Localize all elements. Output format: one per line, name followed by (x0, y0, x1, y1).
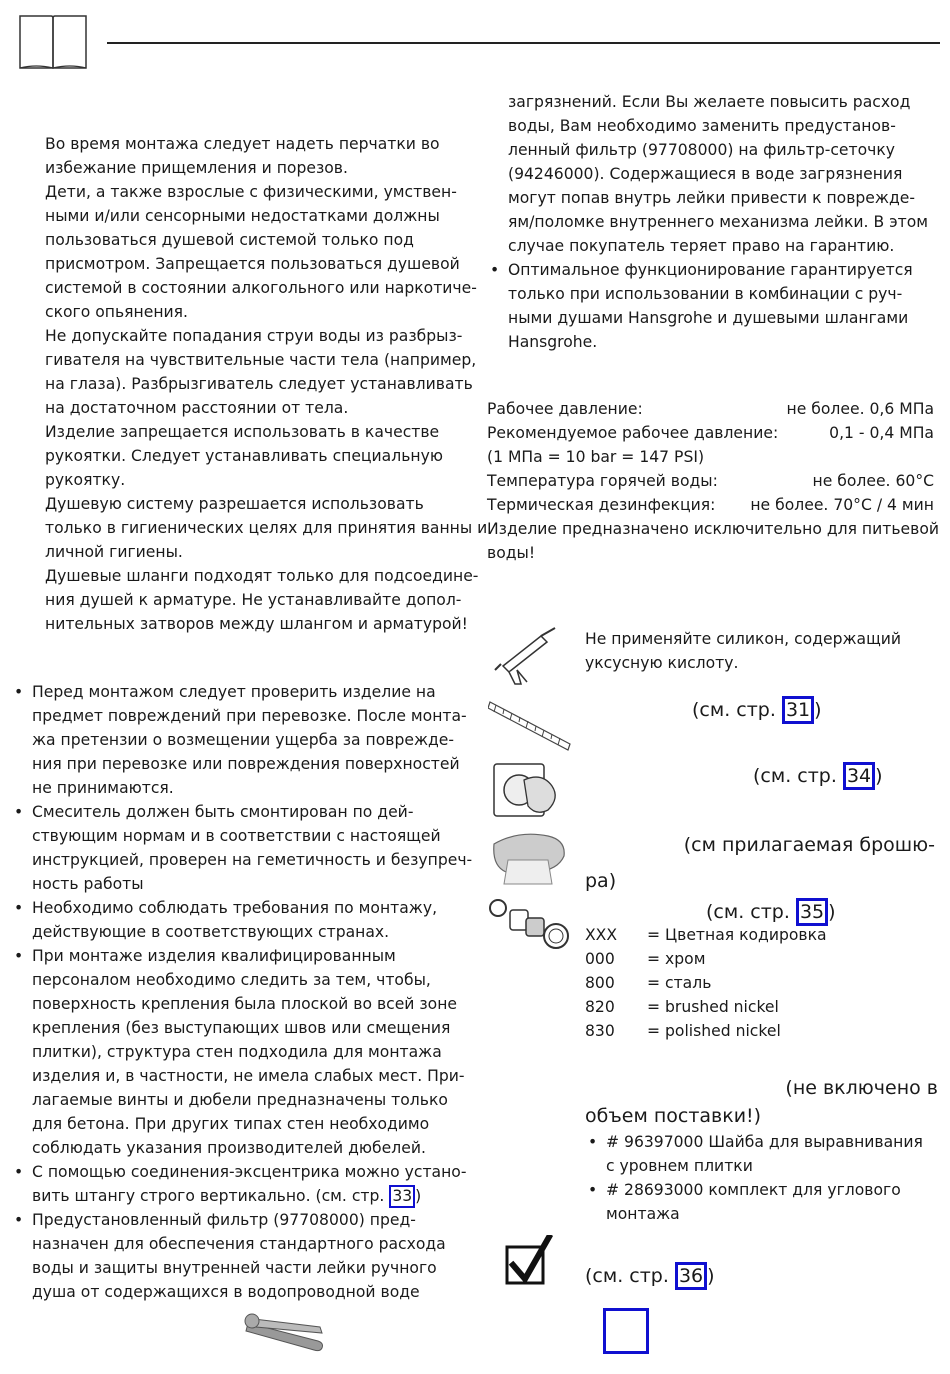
text-span: вить штангу строго вертикально. (см. стр. (32, 1187, 390, 1205)
text-line: с уровнем плитки (606, 1157, 753, 1175)
spec-row (487, 493, 934, 517)
accessories-list (588, 1130, 938, 1226)
text-line: случае покупатель теряет право на гарантию. (508, 237, 895, 255)
silicone-warning (585, 627, 935, 675)
silicone-gun-icon (493, 626, 561, 688)
page-reference (585, 1262, 715, 1290)
text-line: избежание прищемления и порезов. (45, 159, 348, 177)
table-row (585, 947, 827, 971)
text-line: назначен для обеспечения стандартного расхода (32, 1235, 446, 1253)
installation-notes (14, 680, 474, 1304)
spec-label: Термическая дезинфекция: (487, 496, 716, 514)
text-line: Перед монтажом следует проверить изделие на (32, 683, 436, 701)
code-text: = хром (647, 950, 706, 968)
text-line: Не применяйте силикон, содержащий (585, 630, 902, 648)
table-row (585, 1019, 827, 1043)
code-text: = brushed nickel (647, 998, 779, 1016)
bullet: • (14, 1163, 24, 1181)
text-line: для бетона. При других типах стен необходимо (32, 1115, 430, 1133)
text-line: Не допускайте попадания струи воды из разбрыз- (45, 327, 463, 345)
text-line: пользоваться душевой системой только под (45, 231, 414, 249)
text-line: ния душей к арматуре. Не устанавливайте допол- (45, 591, 462, 609)
table-row (585, 995, 827, 1019)
text-line: воды! (487, 544, 536, 562)
hand-turning-knob-icon (490, 758, 562, 820)
safety-notes (45, 132, 488, 636)
text-line: загрязнений. Если Вы желаете повысить расход (508, 93, 911, 111)
text-line: Предустановленный фильтр (97708000) пред- (32, 1211, 416, 1229)
spec-value: 0,1 - 0,4 МПа (829, 424, 934, 442)
text-line: системой в состоянии алкогольного или наркотиче- (45, 279, 477, 297)
text-line: изделия и, в частности, не имела слабых мест. При- (32, 1067, 465, 1085)
spec-row (487, 397, 934, 421)
text-line: ность работы (32, 875, 144, 893)
code: XXX (585, 926, 618, 944)
text-line: При монтаже изделия квалифицированным (32, 947, 396, 965)
text-line: Hansgrohe. (508, 333, 598, 351)
bullet: • (14, 803, 24, 821)
bullet: • (490, 261, 500, 279)
text-line: рукоятку. (45, 471, 126, 489)
text-line: Изделие предназначено исключительно для питьевой (487, 520, 939, 538)
spec-value: не более. 0,6 МПа (786, 400, 934, 418)
list-item (588, 1178, 938, 1226)
list-item (14, 680, 474, 800)
text-line (32, 1184, 474, 1208)
ref-text: (см. стр. (753, 765, 843, 787)
text-line: Дети, а также взрослые с физическими, умствен- (45, 183, 457, 201)
ruler-icon (488, 696, 572, 752)
code-text: = Цветная кодировка (647, 926, 827, 944)
ref-text: (см. стр. (585, 1265, 675, 1287)
text-line: # 96397000 Шайба для выравнивания (606, 1133, 923, 1151)
page-ref-31[interactable]: 31 (782, 696, 814, 724)
spec-row (487, 469, 934, 493)
text-line: плитки), структура стен подходила для монтажа (32, 1043, 442, 1061)
spec-label: (1 МПа = 10 bar = 147 PSI) (487, 448, 705, 466)
text-line: душа от содержащихся в водопроводной воде (32, 1283, 420, 1301)
text-line: поверхность крепления была плоской во всей зоне (32, 995, 458, 1013)
text-line: ными душами Hansgrohe и душевыми шлангами (508, 309, 909, 327)
text-line: на глаза). Разбрызгиватель следует устанавливать (45, 375, 473, 393)
page-reference (692, 696, 822, 724)
bullet: • (14, 947, 24, 965)
spec-value: не более. 70°C / 4 мин (750, 496, 934, 514)
text-line: предмет повреждений при перевозке. После монта- (32, 707, 467, 725)
text-line: воды и защиты внутренней части лейки ручного (32, 1259, 437, 1277)
text-line: на достаточном расстоянии от тела. (45, 399, 349, 417)
text-line: персоналом необходимо следить за тем, чтобы, (32, 971, 431, 989)
text-line: ского опьянения. (45, 303, 188, 321)
code: 000 (585, 950, 615, 968)
checkbox-checked-icon (505, 1235, 553, 1287)
text-line: инструкцией, проверен на геметичность и безупреч- (32, 851, 473, 869)
text-line: воды, Вам необходимо заменить предустанов- (508, 117, 896, 135)
text-line: Смеситель должен быть смонтирован по дей- (32, 803, 414, 821)
text-span: ) (415, 1187, 422, 1205)
text-line: действующие в соответствующих странах. (32, 923, 390, 941)
text-line: уксусную кислоту. (585, 654, 739, 672)
text-line: (94246000). Содержащиеся в воде загрязнения (508, 165, 903, 183)
spec-label: Рекомендуемое рабочее давление: (487, 424, 779, 442)
text-line: Изделие запрещается использовать в качестве (45, 423, 440, 441)
text-line: Душевые шланги подходят только для подсоедине- (45, 567, 479, 585)
text-line: гивателя на чувствительные части тела (например, (45, 351, 477, 369)
spec-row (487, 421, 934, 445)
page-reference (706, 898, 836, 926)
spec-row (487, 445, 934, 469)
bullet: • (588, 1181, 598, 1199)
page-ref-36[interactable]: 36 (675, 1262, 707, 1290)
list-item (14, 1160, 474, 1208)
spare-parts-icon (488, 896, 572, 954)
page-ref-34[interactable]: 34 (843, 762, 875, 790)
bullet: • (14, 683, 24, 701)
text-line: Душевую систему разрешается использовать (45, 495, 424, 513)
empty-blue-box[interactable] (603, 1308, 649, 1354)
ref-text: ) (814, 699, 822, 721)
accessories-heading (585, 1075, 938, 1129)
text-line: соблюдать указания производителей дюбелей. (32, 1139, 426, 1157)
cleaning-reference (585, 832, 935, 894)
list-item (588, 1130, 938, 1178)
text-line: ными и/или сенсорными недостатками должны (45, 207, 440, 225)
page-reference (753, 762, 883, 790)
text-line: не принимаются. (32, 779, 174, 797)
text-line: могут попав внутрь лейки привести к поврежде- (508, 189, 915, 207)
list-item (14, 896, 474, 944)
text-line: личной гигиены. (45, 543, 183, 561)
ref-text: ) (828, 901, 836, 923)
filter-continuation (508, 90, 940, 258)
code: 830 (585, 1022, 615, 1040)
text-line: Оптимальное функционирование гарантируется (508, 261, 913, 279)
list-item (490, 258, 950, 354)
ref-text: (см. стр. (706, 901, 796, 923)
spec-value: не более. 60°C (812, 472, 934, 490)
open-book-icon (18, 14, 88, 70)
text-line: монтажа (606, 1205, 680, 1223)
technical-specs (487, 397, 939, 565)
text-line: крепления (без выступающих швов или смещения (32, 1019, 451, 1037)
text-line: ям/поломке внутреннего механизма лейки. В этом (508, 213, 929, 231)
code: 800 (585, 974, 615, 992)
ref-text: ) (707, 1265, 715, 1287)
ref-text: ра) (585, 870, 617, 892)
color-code-table (585, 923, 827, 1043)
text-line: рукоятки. Следует устанавливать специальную (45, 447, 443, 465)
text-line: жа претензии о возмещении ущерба за поврежде- (32, 731, 455, 749)
wrench-screwdriver-icon (240, 1305, 330, 1355)
ref-text: (см прилагаемая брошю- (683, 834, 935, 856)
text-line: только при использовании в комбинации с руч- (508, 285, 903, 303)
page-ref-35[interactable]: 35 (796, 898, 828, 926)
text-line: С помощью соединения-эксцентрика можно устано- (32, 1163, 467, 1181)
code-text: = polished nickel (647, 1022, 781, 1040)
table-row (585, 923, 827, 947)
table-row (585, 971, 827, 995)
ref-text: (см. стр. (692, 699, 782, 721)
spec-label: Рабочее давление: (487, 400, 643, 418)
ref-text: ) (875, 765, 883, 787)
ref-text: (не включено в (785, 1077, 938, 1099)
text-line: присмотром. Запрещается пользоваться душевой (45, 255, 460, 273)
text-line: ствующим нормам и в соответствии с настоящей (32, 827, 441, 845)
text-line: лагаемые винты и дюбели предназначены только (32, 1091, 448, 1109)
text-line: # 28693000 комплект для углового (606, 1181, 901, 1199)
code-text: = сталь (647, 974, 712, 992)
text-line: только в гигиенических целях для принятия ванны и (45, 519, 488, 537)
text-line: ленный фильтр (97708000) на фильтр-сеточку (508, 141, 896, 159)
text-line: нительных затворов между шлангом и арматурой! (45, 615, 468, 633)
page-ref-33[interactable]: 33 (389, 1185, 415, 1208)
list-item (14, 800, 474, 896)
header-rule (107, 42, 940, 44)
hand-wiping-cloth-icon (488, 826, 570, 888)
code: 820 (585, 998, 615, 1016)
bullet: • (14, 899, 24, 917)
ref-text: объем поставки!) (585, 1105, 762, 1127)
list-item (14, 1208, 474, 1304)
text-line: ния при перевозке или повреждения поверхностей (32, 755, 460, 773)
spec-label: Температура горячей воды: (487, 472, 718, 490)
bullet: • (588, 1133, 598, 1151)
list-item (14, 944, 474, 1160)
bullet: • (14, 1211, 24, 1229)
text-line: Во время монтажа следует надеть перчатки во (45, 135, 440, 153)
text-line: Необходимо соблюдать требования по монтажу, (32, 899, 438, 917)
